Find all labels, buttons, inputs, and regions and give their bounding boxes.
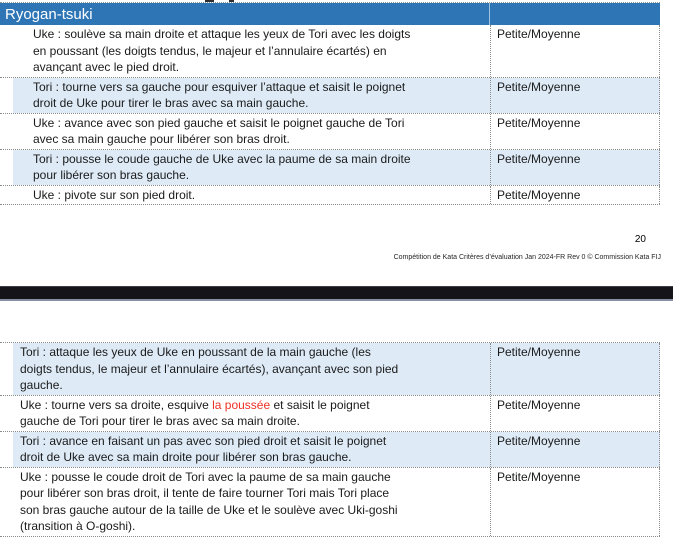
- table-row: [0, 25, 660, 78]
- level-cell: Petite/Moyenne: [490, 78, 660, 113]
- level-cell: Petite/Moyenne: [490, 114, 660, 149]
- description-line: en poussant (les doigts tendus, le majeur et l’annulaire écartés) en: [33, 43, 387, 58]
- description-cell: [13, 25, 490, 77]
- description-line: son bras gauche autour de la taille de Uke et le soulève avec Uki-goshi: [20, 502, 398, 517]
- description-line: Tori : attaque les yeux de Uke en poussant de la main gauche (les: [20, 345, 371, 359]
- page-separator-bar: [0, 286, 673, 301]
- description-cell: [13, 343, 490, 395]
- description-line: Tori : tourne vers sa gauche pour esquiver l’attaque et saisit le poignet: [33, 79, 406, 94]
- description-line: Tori : pousse le coude gauche de Uke avec la paume de sa main droite: [33, 151, 411, 166]
- row-left-spacer: [0, 468, 13, 536]
- description-line: droit de Uke pour tirer le bras avec sa main gauche.: [33, 96, 309, 110]
- description-cell: [13, 396, 490, 431]
- description-line: doigts tendus, le majeur et l’annulaire écartés), avançant avec son pied: [20, 361, 399, 376]
- cropped-row-remnant: [0, 0, 660, 3]
- description-line: Uke : pivote sur son pied droit.: [33, 187, 196, 202]
- row-left-spacer: [0, 343, 13, 395]
- level-cell: Petite/Moyenne: [490, 432, 660, 467]
- description-line: gauche.: [20, 378, 63, 392]
- description-line: avançant avec le pied droit.: [33, 60, 180, 74]
- section-header-title-cell: [0, 3, 490, 25]
- page-number: 20: [634, 234, 646, 245]
- section-header-level-cell: [490, 3, 660, 25]
- row-left-spacer: [0, 150, 13, 185]
- description-line: Uke : soulève sa main droite et attaque les yeux de Tori avec les doigts: [33, 27, 411, 41]
- text-segment: Uke : tourne vers sa droite, esquive: [20, 397, 213, 412]
- description-line: droit de Uke avec sa main droite pour libérer son bras gauche.: [20, 450, 352, 464]
- section-header: [0, 3, 660, 25]
- description-cell: [13, 432, 490, 467]
- row-left-spacer: [0, 25, 13, 77]
- level-cell: Petite/Moyenne: [490, 150, 660, 185]
- kata-table-page1: [0, 25, 660, 205]
- description-line: pour libérer son bras gauche.: [33, 168, 190, 182]
- table-row: [0, 78, 660, 114]
- table-row: [0, 343, 660, 396]
- description-line: [20, 397, 482, 414]
- description-line: pour libérer son bras droit, il tente de faire tourner Tori mais Tori place: [20, 486, 390, 500]
- document-page-1: [0, 0, 673, 262]
- highlighted-text: la poussée: [212, 397, 271, 412]
- description-line: gauche de Tori pour tirer le bras avec sa main droite.: [20, 414, 300, 428]
- description-line: Uke : avance avec son pied gauche et saisit le poignet gauche de Tori: [33, 115, 405, 130]
- description-line: (transition à O-goshi).: [20, 519, 136, 533]
- table-row: [0, 186, 660, 206]
- description-cell: [13, 78, 490, 113]
- kata-table-page2: [0, 342, 660, 537]
- table-row: [0, 432, 660, 468]
- row-left-spacer: [0, 186, 13, 205]
- row-left-spacer: [0, 432, 13, 467]
- level-cell: Petite/Moyenne: [490, 186, 660, 205]
- section-title: Ryogan-tsuki: [5, 5, 93, 23]
- document-page-2: [0, 342, 673, 537]
- level-cell: Petite/Moyenne: [490, 25, 660, 77]
- level-cell: Petite/Moyenne: [490, 396, 660, 431]
- row-left-spacer: [0, 78, 13, 113]
- level-cell: Petite/Moyenne: [490, 468, 660, 536]
- description-cell: [13, 186, 490, 205]
- table-row: [0, 468, 660, 537]
- row-left-spacer: [0, 396, 13, 431]
- description-cell: [13, 150, 490, 185]
- description-line: Tori : avance en faisant un pas avec son pied droit et saisit le poignet: [20, 433, 387, 448]
- description-line: avec sa main gauche pour libérer son bras droit.: [33, 132, 290, 146]
- description-line: Uke : pousse le coude droit de Tori avec la paume de sa main gauche: [20, 469, 391, 484]
- table-row: [0, 150, 660, 186]
- level-cell: Petite/Moyenne: [490, 343, 660, 395]
- page-footer: Compétition de Kata Critères d’évaluation Jan 2024-FR Rev 0 © Commission Kata FIJ: [393, 254, 661, 261]
- text-segment: et saisit le poignet: [270, 397, 370, 412]
- table-row: [0, 396, 660, 432]
- text-artifact: [229, 0, 234, 2]
- row-left-spacer: [0, 114, 13, 149]
- table-row: [0, 114, 660, 150]
- description-cell: [13, 114, 490, 149]
- description-cell: [13, 468, 490, 536]
- text-artifact: [205, 0, 214, 2]
